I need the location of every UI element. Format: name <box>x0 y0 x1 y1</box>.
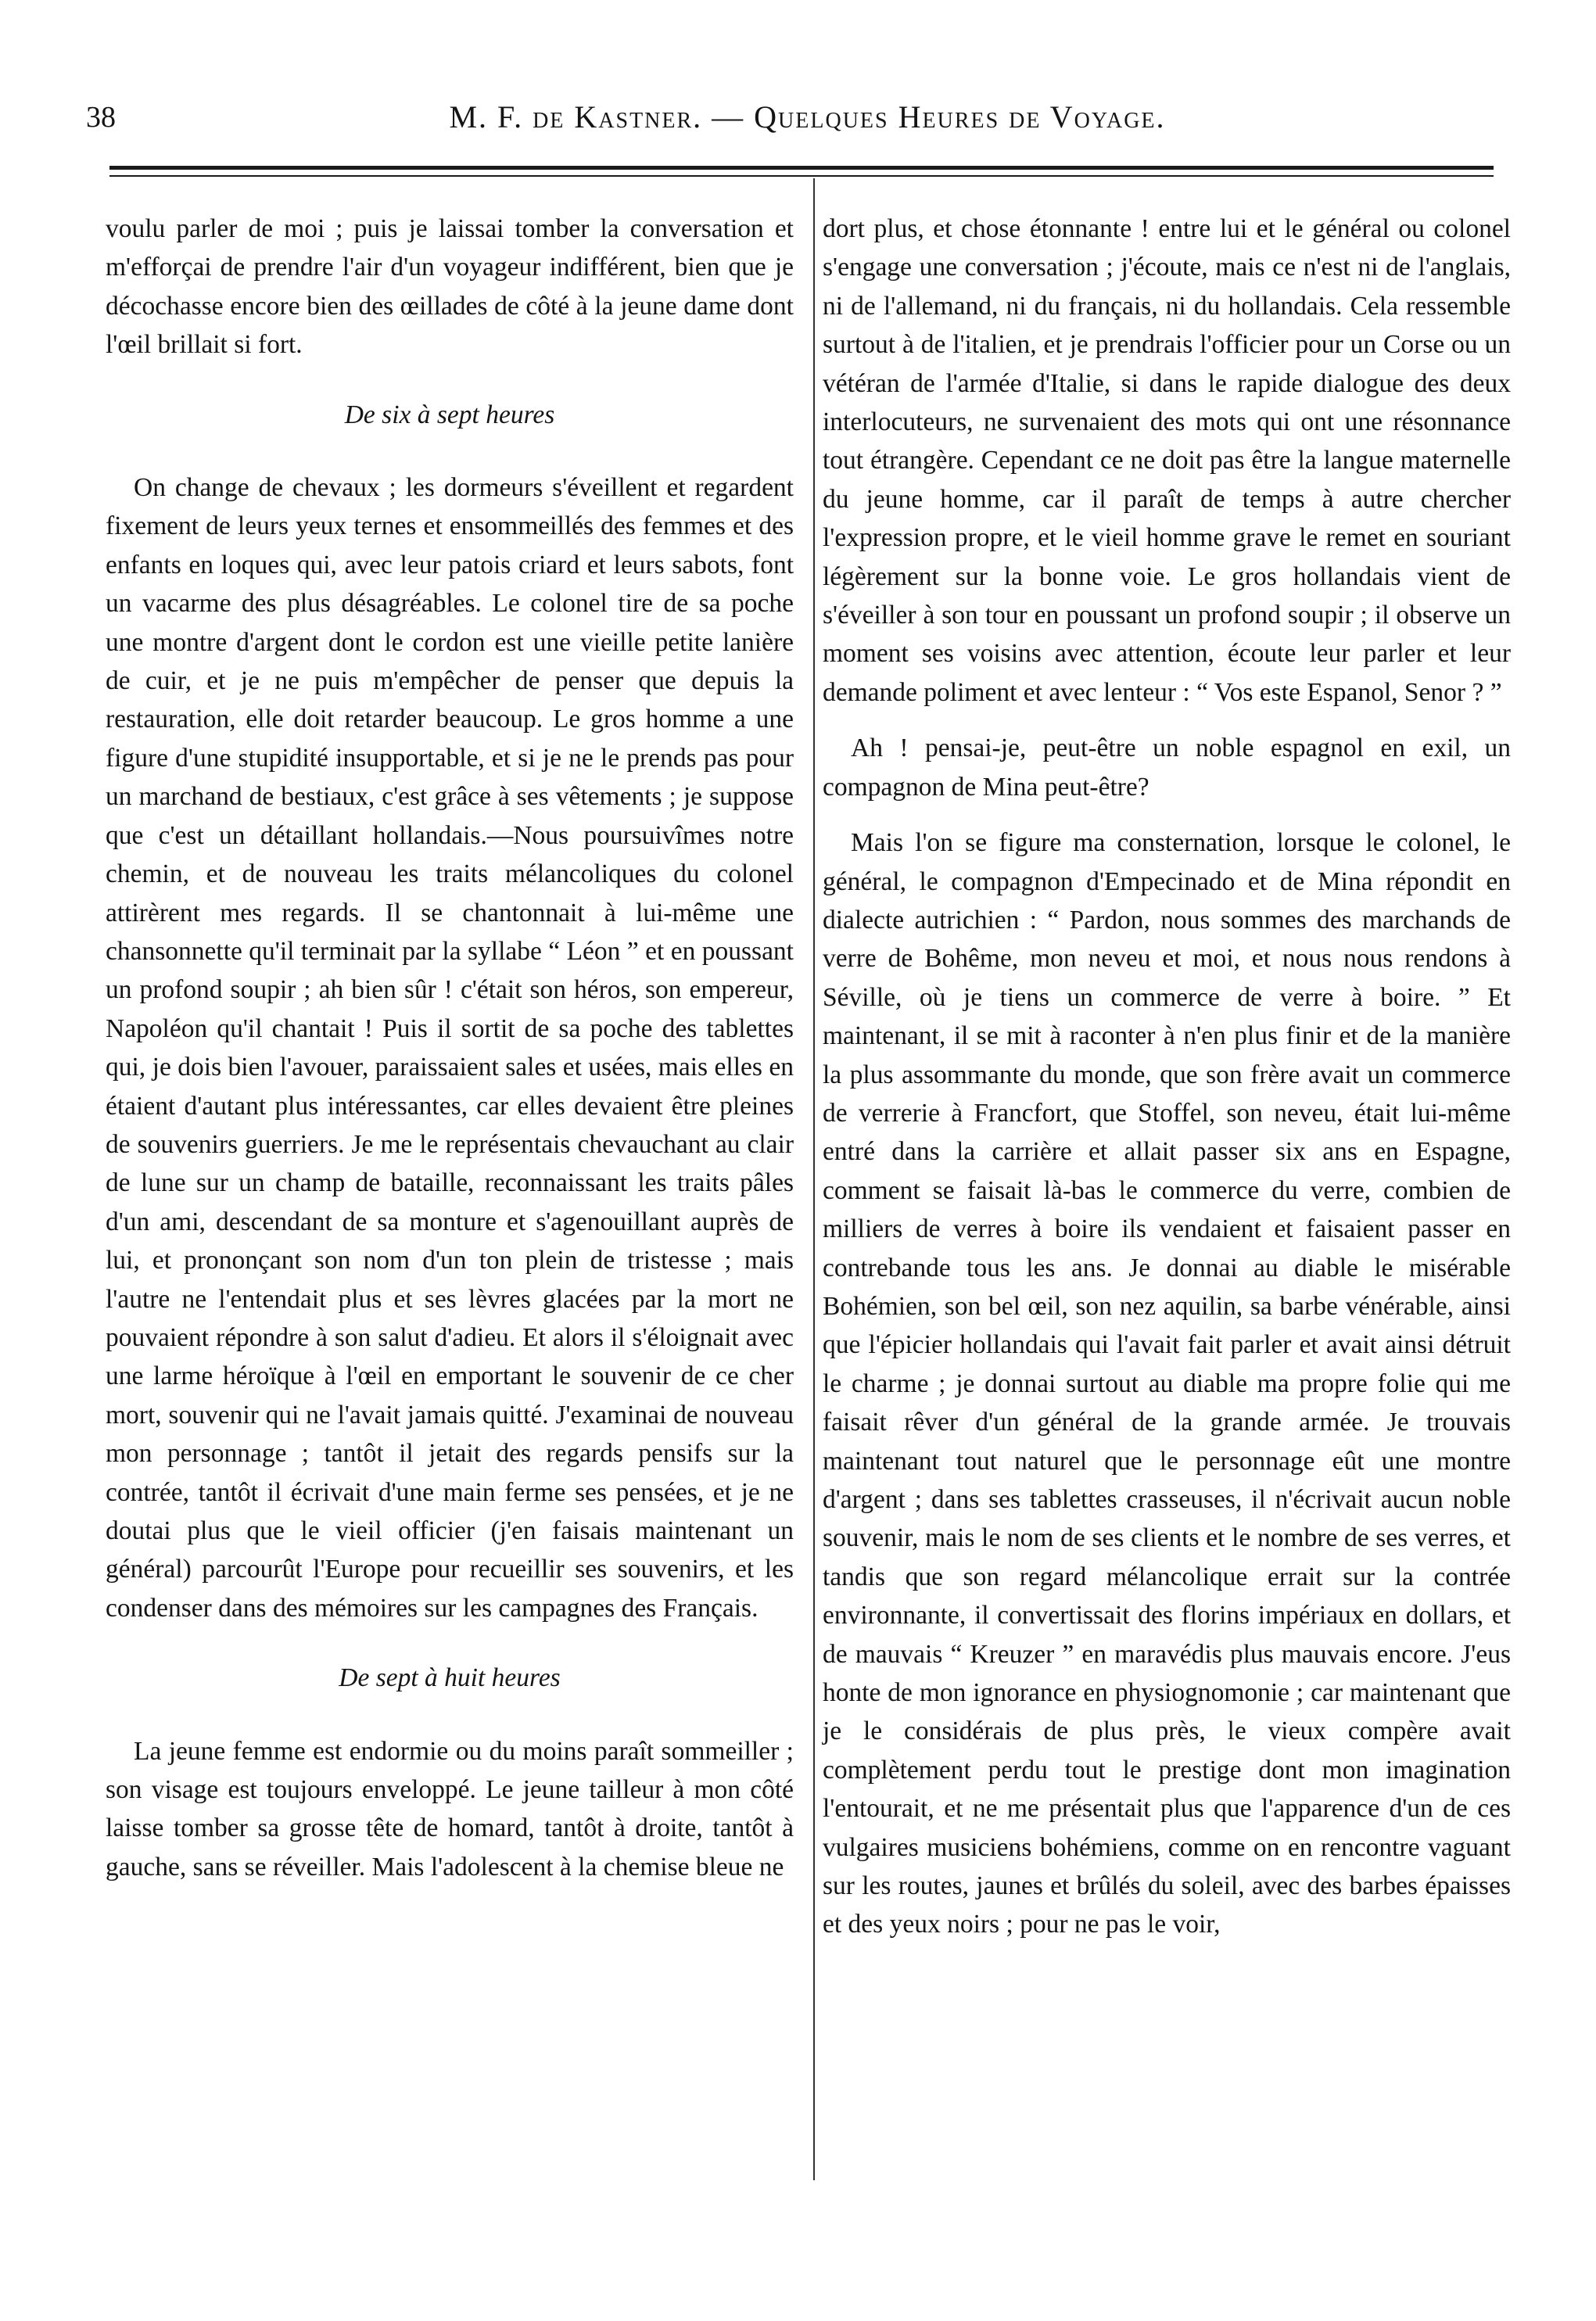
section-heading: De sept à huit heures <box>339 1663 561 1693</box>
running-title: M. F. de Kastner. — Quelques Heures de Voyage. <box>449 99 1166 135</box>
column-divider <box>813 178 815 2180</box>
paragraph: La jeune femme est endormie ou du moins paraît sommeiller ; son visage est toujours enveloppé. Le jeune tailleur à mon côté laisse tomber sa grosse tête de homard, tantôt à droite, tantôt à gauche, sans se réveiller. Mais l'adolescent à la chemise bleue ne <box>106 1736 794 1882</box>
header-rule-thick <box>109 166 1494 170</box>
left-column <box>106 210 794 1886</box>
page-header <box>86 94 1529 141</box>
paragraph: On change de chevaux ; les dormeurs s'éveillent et regardent fixement de leurs yeux ternes et ensommeillés des femmes et des enfants en loques qui, avec leur patois criard et leurs sabots, font un vacarme des plus désagréables. Le colonel tire de sa poche une montre d'argent dont le cordon est une vieille petite lanière de cuir, et je ne puis m'empêcher de penser que depuis la restauration, elle doit retarder beaucoup. Le gros homme a une figure d'une stupidité insupportable, et si je ne le prends pas pour un marchand de bestiaux, c'est grâce à ses vêtements ; je suppose que c'est un détaillant hollandais.—Nous poursuivîmes notre chemin, et de nouveau les traits mélancoliques du colonel attirèrent mes regards. Il se chantonnait à lui-même une chansonnette qu'il terminait par la syllabe “ Léon ” et en poussant un profond soupir ; ah bien sûr ! c'était son héros, son empereur, Napoléon qu'il chantait ! Puis il sortit de sa poche des tablettes qui, je dois bien l'avouer, paraissaient sales et usées, mais elles en étaient d'autant plus intéressantes, car elles devaient être pleines de souvenirs guerriers. Je me le représentais chevauchant au clair de lune sur un champ de bataille, reconnaissant les traits pâles d'un ami, descendant de sa monture et s'agenouillant auprès de lui, et prononçant son nom d'un ton plein de tristesse ; mais l'autre ne l'entendait plus et ses lèvres glacées par la mort ne pouvaient répondre à son salut d'adieu. Et alors il s'éloignait avec une larme héroïque à l'œil en emportant le souvenir de ce cher mort, souvenir qui ne l'avait jamais quitté. J'examinai de nouveau mon personnage ; tantôt il jetait des regards pensifs sur la contrée, tantôt il écrivait d'une main ferme ses pensées, et je ne doutai plus que le vieil officier (j'en faisais maintenant un général) parcourût l'Europe pour recueillir ses souvenirs, et les condenser dans des mémoires sur les campagnes des Français. <box>106 473 794 1623</box>
paragraph: dort plus, et chose étonnante ! entre lui et le général ou colonel s'engage une conversation ; j'écoute, mais ce n'est ni de l'anglais, ni de l'allemand, ni du français, ni du hollandais. Cela ressemble surtout à de l'italien, et je prendrais l'officier pour un Corse ou un vétéran de l'armée d'Italie, si dans le rapide dialogue des deux interlocuteurs, ne survenaient des mots qui ont une résonnance tout étrangère. Cependant ce ne doit pas être la langue maternelle du jeune homme, car il paraît de temps à autre chercher l'expression propre, et le vieil homme grave le remet en souriant légèrement sur la bonne voie. Le gros hollandais vient de s'éveiller à son tour en poussant un profond soupir ; il observe un moment ses voisins avec attention, écoute leur parler et leur demande poliment et avec lenteur : “ Vos este Espanol, Senor ? ” <box>823 214 1511 707</box>
paragraph: voulu parler de moi ; puis je laissai tomber la conversation et m'efforçai de prendre l'air d'un voyageur indifférent, bien que je décochasse encore bien des œillades de côté à la jeune dame dont l'œil brillait si fort. <box>106 214 794 360</box>
right-column <box>823 210 1511 1944</box>
page-number: 38 <box>86 101 116 134</box>
paragraph: Ah ! pensai-je, peut-être un noble espagnol en exil, un compagnon de Mina peut-être? <box>823 734 1511 802</box>
paragraph: Mais l'on se figure ma consternation, lorsque le colonel, le général, le compagnon d'Empecinado et de Mina répondit en dialecte autrichien : “ Pardon, nous sommes des marchands de verre de Bohême, mon neveu et moi, et nous nous rendons à Séville, où je tiens un commerce de verre à boire. ” Et maintenant, il se mit à raconter à n'en plus finir et de la manière la plus assommante du monde, que son frère avait un commerce de verrerie à Francfort, que Stoffel, son neveu, était lui-même entré dans la carrière et allait passer six ans en Espagne, comment se faisait là-bas le commerce du verre, combien de milliers de verres à boire ils vendaient et faisaient passer en contrebande tous les ans. Je donnai au diable le misérable Bohémien, son bel œil, son nez aquilin, sa barbe vénérable, ainsi que l'épicier hollandais qui l'avait fait parler et avait ainsi détruit le charme ; je donnai surtout au diable ma propre folie qui me faisait rêver d'un général de la grande armée. Je trouvais maintenant tout naturel que le personnage eût une montre d'argent ; dans ses tablettes crasseuses, il n'écrivait aucun noble souvenir, mais le nom de ses clients et le nombre de ses verres, et tandis que son regard mélancolique errait sur la contrée environnante, il convertissait des florins impériaux en dollars, et de mauvais “ Kreuzer ” en maravédis plus mauvais encore. J'eus honte de mon ignorance en physiognomonie ; car maintenant que je le considérais de plus près, le vieux compère avait complètement perdu tout le prestige dont mon imagination l'entourait, et ne me présentait plus que l'apparence d'un de ces vulgaires musiciens bohémiens, comme on en rencontre vaguant sur les routes, jaunes et brûlés du soleil, avec des barbes épaisses et des yeux noirs ; pour ne pas le voir, <box>823 828 1511 1939</box>
header-rule-thin <box>109 175 1494 177</box>
section-heading: De six à sept heures <box>344 400 555 429</box>
